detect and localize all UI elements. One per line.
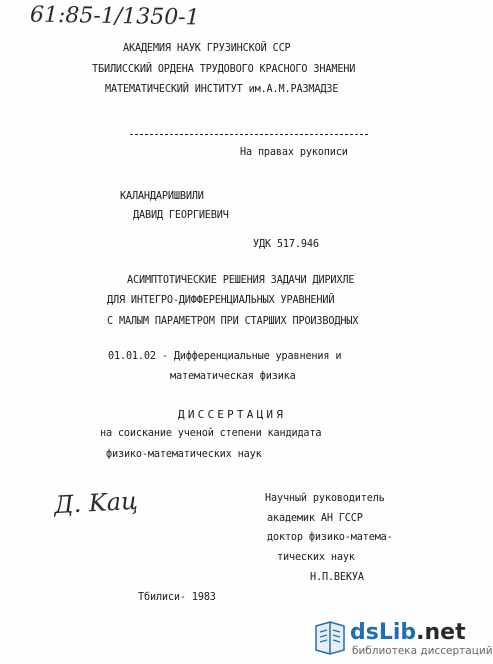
specialty-line-2: математическая физика: [170, 371, 296, 382]
advisor-line-1: Научный руководитель: [265, 493, 385, 504]
dissertation-heading: ДИССЕРТАЦИЯ: [178, 408, 287, 421]
udc-code: УДК 517.946: [253, 239, 319, 250]
watermark-tagline: библиотека диссертаций: [352, 645, 493, 657]
header-line-3: МАТЕМАТИЧЕСКИЙ ИНСТИТУТ им.А.М.РАЗМАДЗЕ: [105, 84, 339, 95]
advisor-line-2: академик АН ГССР: [267, 513, 363, 524]
advisor-line-3: доктор физико-матема-: [267, 532, 393, 543]
dashed-separator: [130, 134, 368, 135]
place-year: Тбилиси- 1983: [138, 592, 216, 603]
header-line-1: АКАДЕМИЯ НАУК ГРУЗИНСКОЙ ССР: [123, 43, 291, 54]
author-name: ДАВИД ГЕОРГИЕВИЧ: [133, 210, 229, 221]
dissertation-line-2: физико-математических наук: [106, 449, 262, 460]
archive-code: 61:85-1/1350-1: [29, 2, 200, 31]
advisor-line-4: тических наук: [277, 552, 355, 563]
title-line-2: ДЛЯ ИНТЕГРО-ДИФФЕРЕНЦИАЛЬНЫХ УРАВНЕНИЙ: [107, 295, 335, 306]
dslib-logo-icon: [312, 620, 348, 656]
watermark-tld: .net: [416, 620, 466, 645]
specialty-line-1: 01.01.02 - Дифференциальные уравнения и: [108, 351, 342, 362]
advisor-line-5: Н.П.ВЕКУА: [310, 572, 364, 583]
watermark-name-main: dsLib: [350, 620, 417, 645]
rights-notice: На правах рукописи: [240, 147, 348, 158]
author-surname: КАЛАНДАРИШВИЛИ: [120, 191, 204, 202]
title-line-3: С МАЛЫМ ПАРАМЕТРОМ ПРИ СТАРШИХ ПРОИЗВОДНЫХ: [107, 316, 359, 327]
dissertation-line-1: на соискание ученой степени кандидата: [100, 428, 322, 439]
header-line-2: ТБИЛИССКИЙ ОРДЕНА ТРУДОВОГО КРАСНОГО ЗНАМЕНИ: [92, 64, 356, 75]
watermark-name: [350, 620, 466, 645]
title-line-1: АСИМПТОТИЧЕСКИЕ РЕШЕНИЯ ЗАДАЧИ ДИРИХЛЕ: [127, 275, 355, 286]
handwritten-signature: Д. Kaц: [53, 486, 139, 520]
